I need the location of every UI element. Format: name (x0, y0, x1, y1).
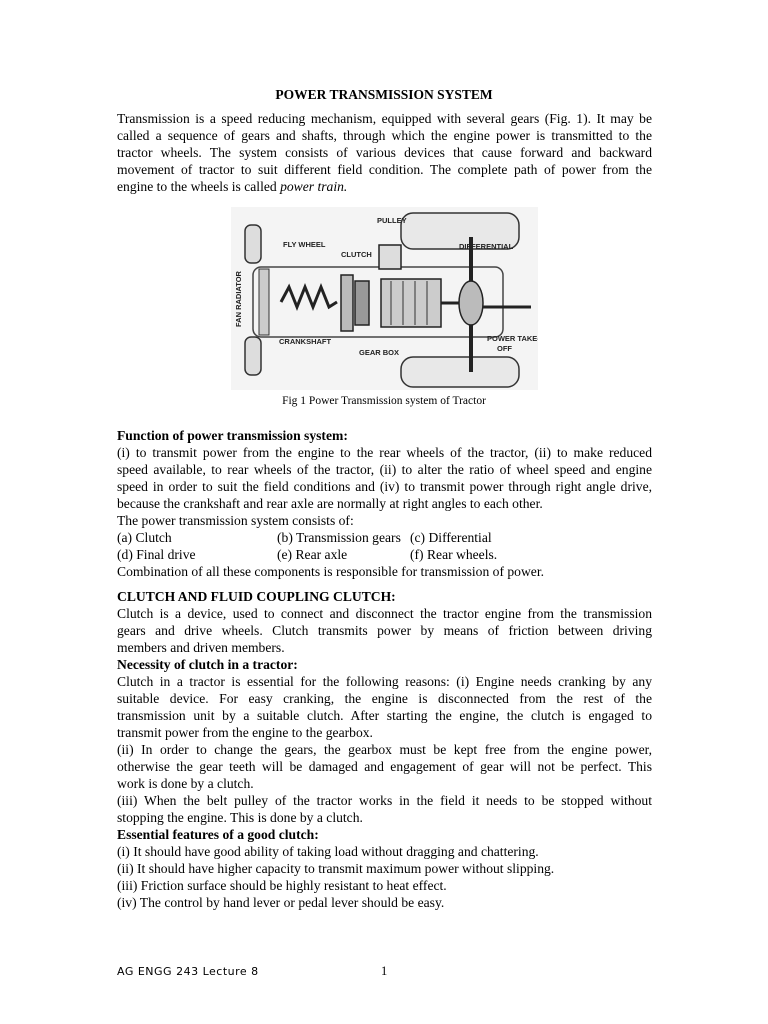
component-item: (d) Final drive (117, 547, 196, 562)
feature-item: (iii) Friction surface should be highly resistant to heat effect. (117, 878, 447, 893)
function-line: speed in order to suit the field conditions and (iv) to transmit power through right angle drive, (117, 479, 652, 494)
feature-item: (ii) It should have higher capacity to transmit maximum power without slipping. (117, 861, 555, 876)
components-row (117, 529, 652, 546)
clutch-section (117, 588, 652, 911)
necessity-heading: Necessity of clutch in a tractor: (117, 657, 298, 672)
function-line: because the crankshaft and rear axle are normally at right angles to each other. (117, 496, 543, 511)
necessity-line: Clutch in a tractor is essential for the following reasons: (i) Engine needs cranking by any (117, 674, 652, 689)
intro-line: tractor wheels. The system consists of various devices that cause forward and backward (117, 145, 652, 160)
component-item: (f) Rear wheels. (410, 547, 498, 562)
label-fan-radiator: FAN RADIATOR (234, 271, 243, 327)
label-pulley: PULLEY (377, 216, 407, 225)
combination-line: Combination of all these components is responsible for transmission of power. (117, 564, 545, 579)
clutch-heading: CLUTCH AND FLUID COUPLING CLUTCH: (117, 589, 396, 604)
page-number: 1 (381, 964, 388, 978)
function-line: (i) to transmit power from the engine to the rear wheels of the tractor, (ii) to make reduced (117, 445, 652, 460)
label-power-take: POWER TAKE- (487, 334, 538, 343)
document-title: POWER TRANSMISSION SYSTEM (275, 87, 493, 102)
necessity-line: transmit power from the engine to the gearbox. (117, 725, 373, 740)
necessity-line: suitable device. For easy cranking, the engine is disconnected from the rest of the (117, 691, 652, 706)
intro-line: movement of tractor to suit different field condition. The complete path of power from the (117, 162, 652, 177)
function-section (117, 427, 652, 580)
components-row (117, 546, 652, 563)
reason-iii-line: (iii) When the belt pulley of the tractor works in the field it needs to be stopped without (117, 793, 652, 808)
tractor-drivetrain-diagram (231, 207, 538, 390)
features-heading: Essential features of a good clutch: (117, 827, 319, 842)
feature-item: (iv) The control by hand lever or pedal lever should be easy. (117, 895, 445, 910)
intro-last-text: engine to the wheels is called (117, 179, 281, 194)
component-item: (b) Transmission gears (277, 530, 401, 545)
feature-item: (i) It should have good ability of taking load without dragging and chattering. (117, 844, 539, 859)
label-crankshaft: CRANKSHAFT (279, 337, 332, 346)
clutch-line: Clutch is a device, used to connect and disconnect the tractor engine from the transmission (117, 606, 652, 621)
label-fly-wheel: FLY WHEEL (283, 240, 326, 249)
label-gear-box: GEAR BOX (359, 348, 400, 357)
figure-caption: Fig 1 Power Transmission system of Tractor (282, 395, 486, 407)
intro-paragraph (117, 110, 652, 195)
necessity-line: transmission unit by a suitable clutch. After starting the engine, the clutch is engaged to (117, 708, 652, 723)
intro-line: Transmission is a speed reducing mechanism, equipped with several gears (Fig. 1). It may be (117, 111, 652, 126)
component-item: (e) Rear axle (277, 547, 348, 562)
reason-iii-line: stopping the engine. This is done by a clutch. (117, 810, 363, 825)
label-off: OFF (497, 344, 512, 353)
component-item: (a) Clutch (117, 530, 172, 545)
intro-line (117, 178, 652, 195)
function-heading: Function of power transmission system: (117, 428, 348, 443)
reason-ii-line: work is done by a clutch. (117, 776, 254, 791)
reason-ii-line: otherwise the gear teeth will be damaged and engagement of gear will not be perfect. This (117, 759, 652, 774)
clutch-line: gears and drive wheels. Clutch transmits power by means of friction between driving (117, 623, 652, 638)
reason-ii-line: (ii) In order to change the gears, the gearbox must be kept free from the engine power, (117, 742, 652, 757)
transmission-figure (231, 207, 538, 390)
label-differential: DIFFERENTIAL (459, 242, 514, 251)
clutch-line: members and driven members. (117, 640, 285, 655)
label-clutch: CLUTCH (341, 250, 372, 259)
consists-line: The power transmission system consists of: (117, 513, 354, 528)
component-item: (c) Differential (410, 530, 492, 545)
intro-line: called a sequence of gears and shafts, through which the engine power is transmitted to the (117, 128, 652, 143)
function-line: speed available, to rear wheels of the tractor, (ii) to alter the ratio of wheel speed and engine (117, 462, 652, 477)
power-train-term: power train. (280, 179, 348, 194)
footer-course: AG ENGG 243 Lecture 8 (117, 965, 259, 978)
